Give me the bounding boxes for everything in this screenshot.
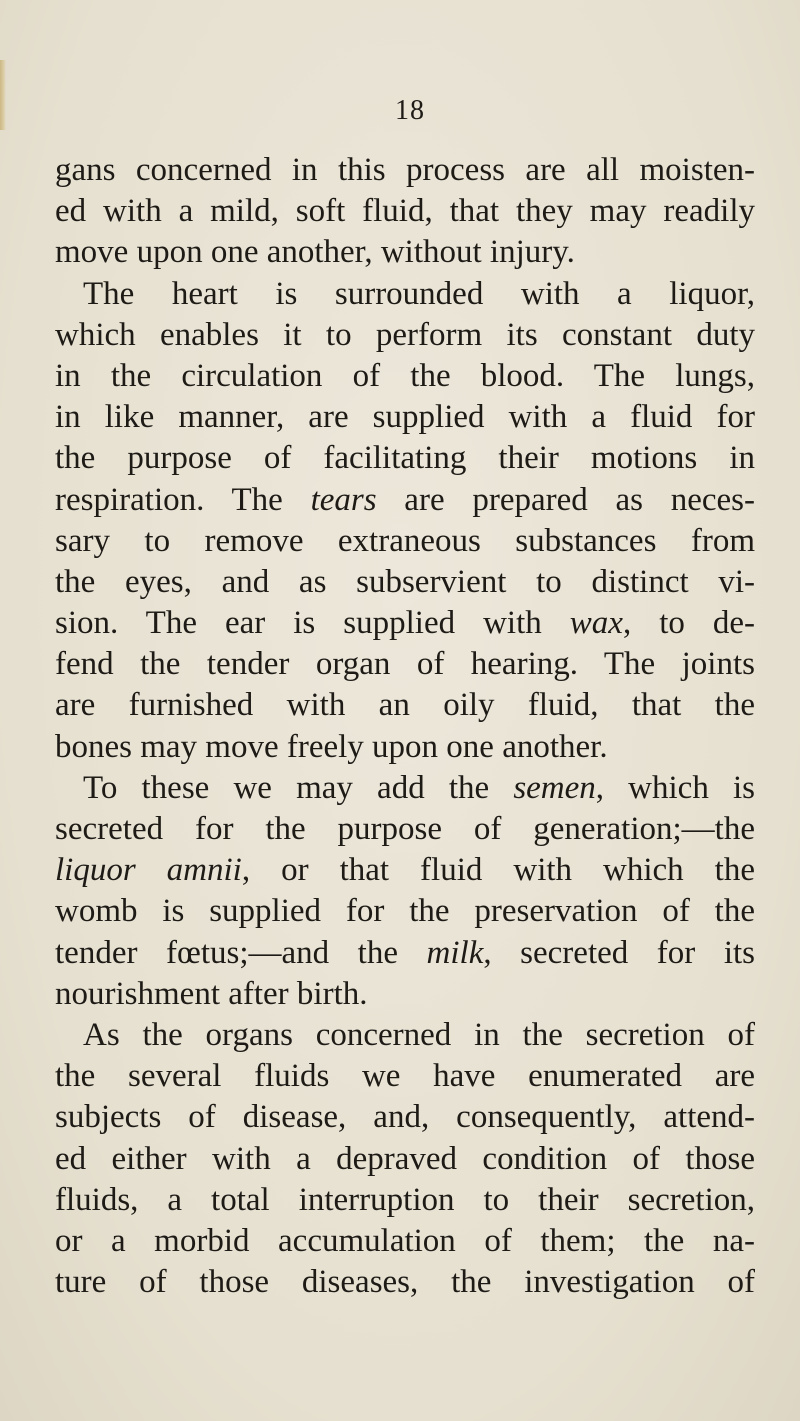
- text-segment: nourishment after birth.: [55, 975, 368, 1012]
- page-number: 18: [395, 95, 425, 126]
- text-line: [55, 356, 755, 397]
- text-line: [55, 397, 755, 438]
- text-segment: The heart is surrounded with a liquor,: [83, 275, 755, 312]
- body-text: [55, 150, 755, 1303]
- text-line: [55, 1180, 755, 1221]
- italic-term: wax: [569, 605, 623, 642]
- text-line: [55, 274, 755, 315]
- text-segment: ed with a mild, soft fluid, that they may readily: [55, 193, 755, 230]
- italic-term: liquor amnii: [55, 852, 242, 889]
- text-segment: are prepared as neces-: [376, 481, 755, 518]
- text-segment: As the organs concerned in the secretion of: [83, 1016, 755, 1053]
- text-line: [55, 768, 755, 809]
- text-line: [55, 850, 755, 891]
- text-segment: the several fluids we have enumerated are: [55, 1058, 755, 1095]
- text-line: [55, 232, 755, 273]
- text-line: [55, 1015, 755, 1056]
- text-segment: which enables it to perform its constant duty: [55, 316, 755, 353]
- text-line: [55, 644, 755, 685]
- text-line: [55, 191, 755, 232]
- text-segment: womb is supplied for the preservation of the: [55, 893, 755, 930]
- text-segment: ture of those diseases, the investigation of: [55, 1264, 755, 1301]
- text-segment: bones may move freely upon one another.: [55, 728, 608, 765]
- text-line: [55, 1262, 755, 1303]
- text-segment: respiration. The: [55, 481, 311, 518]
- text-line: [55, 1097, 755, 1138]
- text-segment: subjects of disease, and, consequently, attend-: [55, 1099, 755, 1136]
- text-line: [55, 727, 755, 768]
- italic-term: semen: [513, 769, 596, 806]
- text-line: [55, 1139, 755, 1180]
- text-line: [55, 685, 755, 726]
- text-line: [55, 933, 755, 974]
- italic-term: milk: [426, 934, 484, 971]
- text-segment: sion. The ear is supplied with: [55, 605, 570, 642]
- text-segment: move upon one another, without injury.: [55, 234, 575, 271]
- text-segment: sary to remove extraneous substances from: [55, 522, 755, 559]
- text-segment: in like manner, are supplied with a fluid for: [55, 399, 755, 436]
- text-segment: are furnished with an oily fluid, that the: [55, 687, 755, 724]
- italic-term: tears: [310, 481, 377, 518]
- text-segment: tender fœtus;—and the: [55, 934, 427, 971]
- text-segment: , which is: [595, 769, 755, 806]
- text-segment: fluids, a total interruption to their secretion,: [55, 1181, 755, 1218]
- text-line: [55, 150, 755, 191]
- text-segment: , secreted for its: [483, 934, 755, 971]
- text-line: [55, 480, 755, 521]
- text-segment: the purpose of facilitating their motions in: [55, 440, 755, 477]
- text-segment: the eyes, and as subservient to distinct vi-: [55, 563, 755, 600]
- text-segment: gans concerned in this process are all moisten-: [55, 152, 755, 188]
- text-segment: fend the tender organ of hearing. The joints: [55, 646, 755, 683]
- text-segment: secreted for the purpose of generation;—the: [55, 811, 755, 847]
- text-line: [55, 1056, 755, 1097]
- text-line: [55, 562, 755, 603]
- text-line: [55, 974, 755, 1015]
- text-segment: , to de-: [622, 605, 755, 642]
- text-line: [55, 521, 755, 562]
- text-line: [55, 809, 755, 850]
- text-segment: To these we may add the: [83, 769, 514, 806]
- text-line: [55, 438, 755, 479]
- text-segment: , or that fluid with which the: [241, 852, 755, 889]
- text-line: [55, 603, 755, 644]
- text-segment: in the circulation of the blood. The lungs,: [55, 357, 755, 394]
- text-segment: ed either with a depraved condition of those: [55, 1140, 755, 1177]
- text-segment: or a morbid accumulation of them; the na-: [55, 1222, 755, 1259]
- text-line: [55, 891, 755, 932]
- text-line: [55, 315, 755, 356]
- text-line: [55, 1221, 755, 1262]
